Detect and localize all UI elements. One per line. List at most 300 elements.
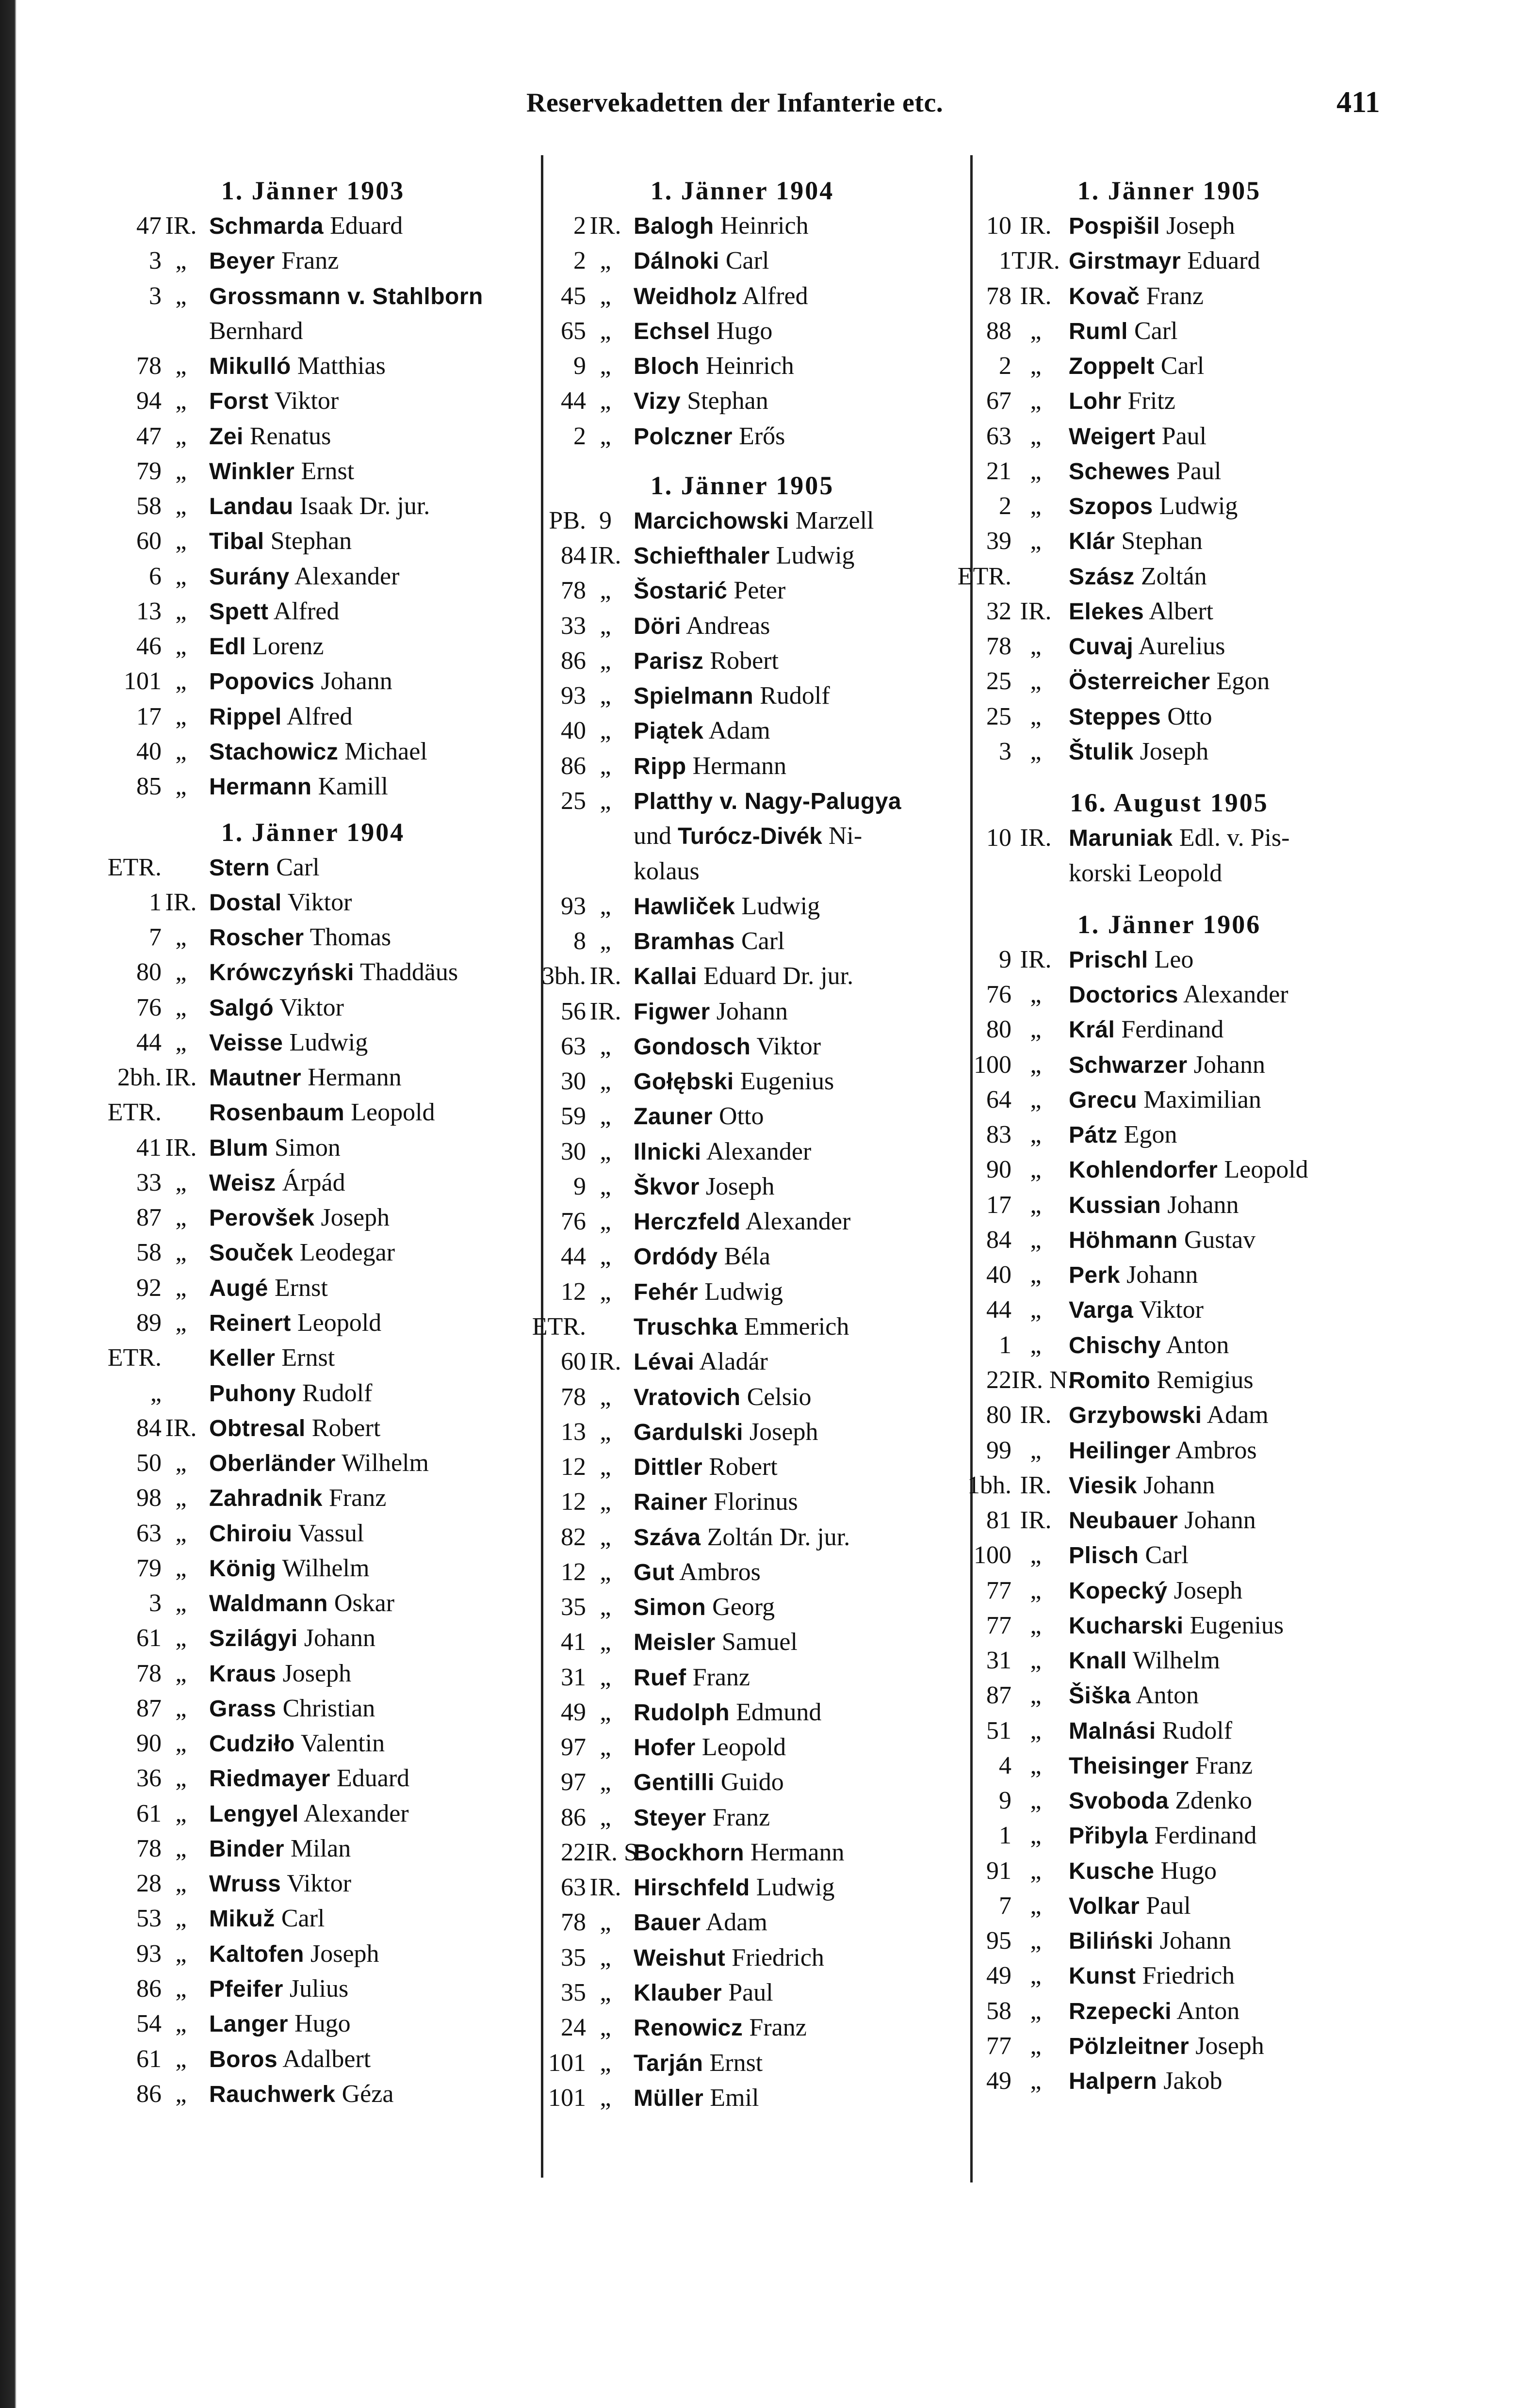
surname: Figwer: [634, 999, 710, 1025]
unit-abbrev: „: [175, 597, 187, 625]
regiment-number: 12: [561, 1558, 586, 1586]
given-name: Carl: [1145, 1541, 1189, 1569]
date-heading: 1. Jänner 1903: [221, 176, 405, 205]
surname: Szilágyi: [209, 1626, 298, 1652]
entry-name: [200, 279, 531, 314]
surname: Forst: [209, 388, 269, 415]
entry-name: [625, 679, 965, 713]
regiment-number: 97: [561, 1733, 586, 1762]
unit-abbrev: „: [175, 457, 187, 485]
given-name: Aladár: [699, 1348, 768, 1376]
entry-name: [200, 1796, 531, 1831]
given-name: Alexander: [1183, 981, 1288, 1009]
surname: Ruef: [634, 1665, 686, 1691]
unit-abbrev: „: [175, 702, 187, 730]
regiment-number: 61: [136, 2045, 162, 2073]
given-name: Emil: [710, 2084, 759, 2112]
surname: Kucharski: [1069, 1613, 1184, 1639]
surname: Grass: [209, 1696, 277, 1722]
given-name: Marzell: [795, 506, 874, 534]
regiment-number: 44: [986, 1296, 1011, 1324]
entry-name: [625, 994, 965, 1029]
entry-name: [1060, 1573, 1392, 1608]
regiment-number: 76: [561, 1208, 586, 1236]
register-entry: [519, 419, 965, 454]
entry-name: [200, 349, 531, 384]
register-entry: [519, 1975, 965, 2010]
date-heading: 1. Jänner 1906: [1077, 909, 1261, 939]
unit-abbrev: „: [175, 632, 187, 661]
unit-abbrev: „: [175, 1799, 187, 1827]
given-name: Stephan: [270, 527, 352, 555]
given-name: Wilhelm: [342, 1449, 429, 1477]
surname: Gondosch: [634, 1034, 751, 1060]
register-entry: [946, 1117, 1392, 1152]
given-name: Franz: [1195, 1751, 1253, 1779]
entry-name: [625, 1134, 965, 1169]
given-name: Viktor: [1139, 1296, 1204, 1324]
register-entry: [95, 2042, 531, 2077]
given-name: Thomas: [310, 923, 391, 952]
regiment-number: 2: [999, 492, 1011, 520]
given-name: Alexander: [294, 562, 400, 590]
given-name: Viktor: [756, 1032, 821, 1060]
entry-name: [625, 609, 965, 644]
regiment-number: 3: [149, 282, 162, 310]
surname: Truschka: [634, 1314, 738, 1340]
regiment-number: 59: [561, 1102, 586, 1131]
unit-abbrev: „: [600, 1593, 611, 1621]
given-name: Kamill: [318, 773, 388, 801]
entry-name: [625, 573, 965, 608]
surname: Romito: [1069, 1367, 1151, 1393]
surname: Száva: [634, 1524, 701, 1551]
register-entry: [95, 699, 531, 734]
surname: Malnási: [1069, 1718, 1156, 1744]
regiment-number: 60: [136, 527, 162, 555]
surname: Girstmayr: [1069, 248, 1181, 275]
entry-name: [625, 1940, 965, 1975]
register-entry: [95, 664, 531, 699]
regiment-number: 81: [986, 1506, 1011, 1535]
given-name: Joseph: [1174, 1576, 1243, 1604]
surname: Dostal: [209, 889, 282, 916]
entry-name: [1060, 942, 1392, 977]
register-entry: [95, 1376, 531, 1411]
regiment-number: 12: [561, 1488, 586, 1516]
given-name: Celsio: [747, 1383, 812, 1411]
given-name: Hermann: [692, 752, 787, 780]
regiment-number: 2: [999, 352, 1011, 380]
register-entry: [519, 279, 965, 314]
entry-name: [200, 769, 531, 804]
register-entry: [946, 1783, 1392, 1818]
given-name: Robert: [709, 1453, 778, 1481]
unit-abbrev: „: [175, 1589, 187, 1617]
given-name: Robert: [710, 646, 779, 675]
register-entry: [946, 629, 1392, 664]
unit-abbrev: „: [1030, 702, 1042, 730]
unit-abbrev: „: [175, 1624, 187, 1652]
entry-name: [200, 2077, 531, 2112]
given-name: Heinrich: [705, 352, 794, 380]
column-3: [946, 176, 1392, 2099]
regiment-number: 78: [136, 1834, 162, 1862]
entry-name: [200, 1376, 531, 1411]
unit-abbrev: „: [600, 717, 611, 745]
regiment-number: 4: [999, 1751, 1011, 1779]
regiment-number: 28: [136, 1870, 162, 1898]
regiment-number: 30: [561, 1067, 586, 1096]
surname: Kraus: [209, 1661, 277, 1687]
entry-name: [1060, 279, 1392, 314]
surname: Österreicher: [1069, 669, 1210, 695]
given-name: Hermann: [308, 1064, 402, 1092]
regiment-number: 63: [136, 1519, 162, 1547]
unit-abbrev: „: [600, 1943, 611, 1972]
register-entry: [95, 489, 531, 524]
regiment-number: 78: [561, 577, 586, 605]
surname: Schewes: [1069, 458, 1170, 485]
register-entry: [95, 990, 531, 1025]
given-name: Anton: [1166, 1331, 1229, 1359]
unit-abbrev: TJR.: [1011, 247, 1060, 275]
given-name: Johann: [1126, 1261, 1198, 1289]
surname: Šostarić: [634, 578, 728, 604]
regiment-number: ETR.: [107, 1344, 162, 1372]
register-entry: [95, 1901, 531, 1936]
unit-abbrev: „: [1030, 527, 1042, 555]
surname: Král: [1069, 1017, 1115, 1043]
register-entry: [95, 1060, 531, 1095]
given-name: Joseph: [1140, 737, 1209, 765]
entry-name: [1060, 349, 1392, 384]
regiment-number: „: [150, 1379, 162, 1407]
entry-name: [1060, 454, 1392, 489]
register-entry: [946, 977, 1392, 1012]
regiment-number: 100: [974, 1541, 1011, 1569]
given-name: Johann: [1193, 1050, 1265, 1079]
register-entry: [95, 1866, 531, 1901]
surname: Tarján: [634, 2050, 703, 2076]
entry-name: [200, 1621, 531, 1656]
surname: Klauber: [634, 1980, 722, 2006]
unit-abbrev: „: [1030, 1822, 1042, 1850]
surname: Gołębski: [634, 1069, 734, 1095]
unit-abbrev: IR.: [165, 1133, 197, 1162]
entry-name: [1060, 1083, 1392, 1117]
register-entry: [519, 243, 965, 278]
given-name: Adam: [1206, 1401, 1269, 1429]
unit-abbrev: „: [1030, 1016, 1042, 1044]
regiment-number: 101: [124, 667, 162, 695]
register-entry: [946, 1818, 1392, 1853]
given-name: Franz: [328, 1484, 387, 1512]
surname: Simon: [634, 1595, 706, 1621]
surname: Perovšek: [209, 1205, 315, 1231]
entry-name: [625, 1239, 965, 1274]
unit-abbrev: „: [1030, 1541, 1042, 1569]
entry-name: [625, 1695, 965, 1730]
given-name: Andreas: [686, 612, 770, 640]
given-name: Ernst: [301, 457, 355, 485]
entry-name: [1060, 821, 1392, 856]
unit-abbrev: „: [175, 422, 187, 450]
given-name: Hugo: [716, 317, 773, 345]
register-entry: [946, 1328, 1392, 1363]
regiment-number: 9: [573, 352, 586, 380]
unit-abbrev: „: [1030, 1576, 1042, 1604]
regiment-number: 3: [149, 247, 162, 275]
regiment-number: 86: [136, 1975, 162, 2003]
surname: Doctorics: [1069, 982, 1178, 1008]
entry-name: [200, 850, 531, 885]
given-name: Isaak Dr. jur.: [299, 492, 430, 520]
surname: Svoboda: [1069, 1788, 1169, 1814]
unit-abbrev: „: [175, 1659, 187, 1687]
unit-abbrev: IR.: [589, 997, 621, 1025]
register-entry: [519, 1309, 965, 1344]
unit-abbrev: „: [175, 1449, 187, 1477]
entry-name: [1060, 1643, 1392, 1678]
register-entry: [95, 243, 531, 278]
entry-name: [1060, 1994, 1392, 2029]
given-name: Johann: [1184, 1506, 1256, 1535]
given-name: Leodegar: [299, 1239, 395, 1267]
register-entry: [946, 942, 1392, 977]
register-entry: [519, 1134, 965, 1169]
unit-abbrev: „: [175, 387, 187, 415]
regiment-number: 84: [986, 1226, 1011, 1254]
unit-abbrev: „: [600, 387, 611, 415]
unit-abbrev: „: [175, 667, 187, 695]
register-entry: [95, 955, 531, 990]
regiment-number: 2bh.: [117, 1064, 162, 1092]
register-entry: [519, 1520, 965, 1555]
surname: Pátz: [1069, 1122, 1118, 1148]
register-entry: [519, 209, 965, 243]
surname: Plisch: [1069, 1543, 1139, 1569]
given-name: Joseph: [282, 1659, 352, 1687]
entry-name: [625, 1204, 965, 1239]
date-heading: 1. Jänner 1904: [221, 817, 405, 847]
unit-abbrev: „: [175, 1905, 187, 1933]
surname: Puhony: [209, 1380, 296, 1406]
given-name: Adam: [705, 1908, 767, 1937]
unit-abbrev: „: [600, 1102, 611, 1131]
unit-abbrev: „: [175, 1694, 187, 1722]
register-entry: [519, 1450, 965, 1485]
entry-name: [625, 2046, 965, 2081]
register-entry: [95, 524, 531, 559]
unit-abbrev: „: [1030, 492, 1042, 520]
unit-abbrev: „: [175, 492, 187, 520]
entry-name: [200, 1095, 531, 1130]
surname: Mikulló: [209, 354, 291, 380]
given-name: Thaddäus: [360, 958, 458, 986]
entry-name: [1060, 489, 1392, 524]
entry-name: [200, 699, 531, 734]
regiment-number: 2: [573, 422, 586, 450]
entry-name: [1060, 1783, 1392, 1818]
entry-name: [1060, 1223, 1392, 1258]
given-name: Anton: [1176, 1997, 1240, 2025]
given-name: Eduard: [336, 1764, 410, 1793]
regiment-number: 47: [136, 212, 162, 240]
entry-name: [625, 644, 965, 679]
entry-name: [625, 538, 965, 573]
surname: Zahradnik: [209, 1486, 323, 1512]
unit-abbrev: „: [175, 562, 187, 590]
entry-name: [200, 489, 531, 524]
given-name: Franz: [1146, 282, 1204, 310]
regiment-number: 54: [136, 2010, 162, 2038]
entry-name: [1060, 1293, 1392, 1327]
given-name: Franz: [749, 2014, 807, 2042]
register-entry: [519, 1275, 965, 1309]
register-entry: [519, 1590, 965, 1625]
unit-abbrev: IR.: [1020, 1506, 1052, 1535]
register-entry: [95, 594, 531, 629]
regiment-number: 33: [561, 612, 586, 640]
surname: Tibal: [209, 529, 264, 555]
surname: Roscher: [209, 925, 304, 951]
entry-name: [200, 243, 531, 278]
register-entry: [95, 1306, 531, 1341]
register-entry: [519, 1169, 965, 1204]
surname: Spielmann: [634, 683, 754, 710]
unit-abbrev: „: [1030, 1891, 1042, 1920]
unit-abbrev: „: [175, 773, 187, 801]
unit-abbrev: „: [600, 1698, 611, 1726]
unit-abbrev: „: [175, 2045, 187, 2073]
register-entry: [95, 2006, 531, 2041]
regiment-number: 22: [986, 1366, 1011, 1394]
surname: Blum: [209, 1135, 268, 1161]
register-entry: [519, 784, 965, 819]
given-name: Ambros: [1175, 1436, 1257, 1464]
regiment-number: 90: [136, 1729, 162, 1758]
given-name: Maximilian: [1143, 1085, 1261, 1114]
unit-abbrev: „: [175, 1028, 187, 1056]
regiment-number: 33: [136, 1168, 162, 1196]
unit-abbrev: „: [175, 1204, 187, 1232]
given-name: Leopold: [297, 1309, 382, 1337]
entry-name: [1060, 699, 1392, 734]
given-name: Renatus: [249, 422, 331, 450]
given-name: Hugo: [294, 2010, 351, 2038]
regiment-number: 31: [561, 1663, 586, 1691]
entry-name: [200, 955, 531, 990]
unit-abbrev: „: [1030, 1191, 1042, 1219]
entry-name: [200, 734, 531, 769]
unit-abbrev: „: [600, 1663, 611, 1691]
entry-name: [625, 1520, 965, 1555]
unit-abbrev: „: [1030, 1997, 1042, 2025]
entry-name: [200, 1446, 531, 1481]
surname: Waldmann: [209, 1591, 328, 1617]
surname: Škvor: [634, 1174, 700, 1200]
given-name: Hermann: [750, 1838, 845, 1866]
regiment-number: 89: [136, 1309, 162, 1337]
register-entry: [519, 1344, 965, 1379]
surname: Klár: [1069, 529, 1115, 555]
entry-name: [625, 1485, 965, 1519]
entry-name: [625, 1660, 965, 1695]
surname: Ordódy: [634, 1244, 718, 1270]
unit-abbrev: IR.: [1020, 824, 1052, 852]
regiment-number: 22: [561, 1838, 586, 1866]
surname: Steyer: [634, 1805, 706, 1831]
entry-name: [1060, 977, 1392, 1012]
entry-name: [1060, 1188, 1392, 1223]
entry-name: [1060, 419, 1392, 454]
given-name: Rudolf: [1162, 1716, 1233, 1745]
entry-name: [200, 594, 531, 629]
surname: Štulik: [1069, 739, 1134, 765]
unit-abbrev: „: [600, 247, 611, 275]
surname: Kaltofen: [209, 1941, 304, 1967]
entry-name: [200, 629, 531, 664]
regiment-number: 93: [561, 682, 586, 710]
regiment-number: 35: [561, 1593, 586, 1621]
surname: Marcichowski: [634, 508, 789, 534]
regiment-number: 17: [136, 702, 162, 730]
date-heading: 1. Jänner 1905: [650, 470, 834, 500]
given-name: Alexander: [304, 1799, 409, 1827]
surname: Heilinger: [1069, 1438, 1171, 1464]
given-name: Franz: [692, 1663, 750, 1691]
given-name: Franz: [712, 1803, 770, 1831]
given-name: Géza: [342, 2080, 394, 2108]
given-name: Carl: [725, 247, 769, 275]
unit-abbrev: „: [600, 1733, 611, 1762]
register-entry: [95, 559, 531, 594]
entry-name: [1060, 384, 1392, 419]
surname: Edl: [209, 634, 246, 660]
entry-name: [200, 1866, 531, 1901]
given-name: Ludwig: [741, 892, 820, 920]
regiment-number: 25: [986, 702, 1011, 730]
unit-abbrev: „: [1030, 1962, 1042, 1990]
entry-name: [1060, 1468, 1392, 1503]
regiment-number: 92: [136, 1274, 162, 1302]
regiment-number: 24: [561, 2014, 586, 2042]
given-name: Edmund: [736, 1698, 822, 1726]
surname: Veisse: [209, 1030, 283, 1056]
given-name: Carl: [281, 1905, 325, 1933]
entry-name: [625, 784, 965, 819]
register-entry: [95, 920, 531, 955]
entry-name: [200, 1656, 531, 1691]
register-entry: [95, 1937, 531, 1972]
surname: Grecu: [1069, 1087, 1138, 1113]
entry-name: [625, 959, 965, 994]
given-name: Ambros: [679, 1558, 761, 1586]
regiment-number: 61: [136, 1624, 162, 1652]
register-entry: [95, 209, 531, 243]
regiment-number: 10: [986, 212, 1011, 240]
entry-name: [1060, 1608, 1392, 1643]
surname: Szász: [1069, 564, 1135, 590]
unit-abbrev: „: [600, 1803, 611, 1831]
register-entry: [519, 2010, 965, 2045]
entry-name: [200, 1551, 531, 1586]
register-entry: [519, 573, 965, 608]
unit-abbrev: „: [175, 1975, 187, 2003]
register-entry: [519, 1905, 965, 1940]
surname: Ruml: [1069, 318, 1128, 344]
